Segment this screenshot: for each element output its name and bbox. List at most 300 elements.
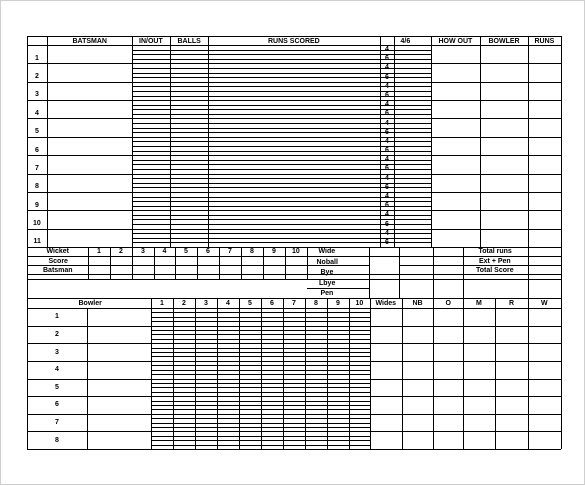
runs-cell[interactable] [528, 82, 561, 100]
balls-cell[interactable] [170, 229, 208, 247]
balls-cell[interactable] [170, 174, 208, 192]
bowler-number: 3 [55, 348, 59, 356]
over-cell[interactable] [261, 431, 283, 449]
runs-scored-cell[interactable] [208, 155, 380, 173]
bowling-stat-cell[interactable] [495, 308, 528, 326]
bowling-stat-cell[interactable] [402, 308, 433, 326]
bowler-name-cell[interactable] [87, 361, 151, 379]
how-out-cell[interactable] [431, 118, 480, 136]
over-cell[interactable] [151, 308, 173, 326]
fow-batsman-cell[interactable] [263, 265, 285, 279]
in-out-cell[interactable] [132, 45, 170, 63]
over-cell[interactable] [327, 396, 349, 414]
fow-batsman-cell[interactable] [219, 265, 241, 279]
bowling-stat-cell[interactable] [402, 431, 433, 449]
over-number: 5 [248, 300, 252, 307]
bowler-cell[interactable] [480, 82, 528, 100]
over-cell[interactable] [217, 396, 239, 414]
four-label: 4 [385, 137, 389, 145]
bowler-cell[interactable] [480, 137, 528, 155]
over-cell[interactable] [151, 379, 173, 397]
over-cell[interactable] [305, 431, 327, 449]
batsman-name-cell[interactable] [47, 192, 132, 210]
bowler-number: 8 [55, 436, 59, 444]
balls-cell[interactable] [170, 100, 208, 118]
bowling-stat-cell[interactable] [402, 379, 433, 397]
fow-score-cell[interactable] [241, 256, 263, 265]
runs-scored-cell[interactable] [208, 45, 380, 63]
six-label: 6 [385, 220, 389, 228]
in-out-cell[interactable] [132, 210, 170, 228]
over-cell[interactable] [327, 361, 349, 379]
bowling-stat-cell[interactable] [495, 379, 528, 397]
runs-scored-cell[interactable] [208, 174, 380, 192]
over-number: 4 [226, 300, 230, 307]
fow-score-cell[interactable] [285, 256, 307, 265]
bowling-stat-header: M [476, 300, 482, 307]
bowler-name-cell[interactable] [87, 414, 151, 432]
over-cell[interactable] [239, 379, 261, 397]
how-out-cell[interactable] [431, 82, 480, 100]
batsman-name-cell[interactable] [47, 45, 132, 63]
over-cell[interactable] [217, 326, 239, 344]
runs-cell[interactable] [528, 192, 561, 210]
batsman-number: 3 [35, 91, 39, 99]
over-cell[interactable] [349, 361, 371, 379]
wicket-number: 10 [292, 248, 300, 256]
extras-value-cell[interactable] [369, 268, 399, 278]
over-number: 3 [204, 300, 208, 307]
runs-cell[interactable] [528, 210, 561, 228]
fow-score-cell[interactable] [175, 256, 197, 265]
bowling-stat-cell[interactable] [370, 361, 402, 379]
over-cell[interactable] [239, 326, 261, 344]
batsman-name-cell[interactable] [47, 137, 132, 155]
wicket-number: 3 [141, 248, 145, 256]
over-cell[interactable] [261, 343, 283, 361]
over-cell[interactable] [349, 396, 371, 414]
runs-cell[interactable] [528, 63, 561, 81]
four-six-header: 4/6 [400, 37, 411, 45]
wicket-number: 7 [228, 248, 232, 256]
fow-batsman-cell[interactable] [285, 265, 307, 279]
totals-value-cell[interactable] [528, 247, 561, 256]
runs-scored-cell[interactable] [208, 137, 380, 155]
bowling-stat-cell[interactable] [463, 431, 495, 449]
over-cell[interactable] [327, 308, 349, 326]
bowling-stat-cell[interactable] [433, 326, 463, 344]
balls-cell[interactable] [170, 45, 208, 63]
over-cell[interactable] [327, 343, 349, 361]
over-cell[interactable] [173, 361, 195, 379]
runs-scored-cell[interactable] [208, 100, 380, 118]
in-out-cell[interactable] [132, 155, 170, 173]
over-cell[interactable] [195, 379, 217, 397]
six-label: 6 [385, 128, 389, 136]
runs-cell[interactable] [528, 137, 561, 155]
how-out-cell[interactable] [431, 174, 480, 192]
six-label: 6 [385, 55, 389, 63]
over-cell[interactable] [283, 396, 305, 414]
over-cell[interactable] [195, 361, 217, 379]
fow-score-cell[interactable] [154, 256, 175, 265]
bowler-cell[interactable] [480, 100, 528, 118]
bowling-stat-cell[interactable] [463, 396, 495, 414]
over-number: 9 [336, 300, 340, 307]
fow-score-cell[interactable] [88, 256, 110, 265]
balls-cell[interactable] [170, 210, 208, 228]
bowling-stat-cell[interactable] [495, 431, 528, 449]
bowling-stat-cell[interactable] [402, 343, 433, 361]
bowling-stat-cell[interactable] [433, 379, 463, 397]
bowling-stat-cell[interactable] [433, 308, 463, 326]
bowling-stat-cell[interactable] [402, 396, 433, 414]
over-cell[interactable] [349, 379, 371, 397]
bowler-name-cell[interactable] [87, 431, 151, 449]
runs-scored-cell[interactable] [208, 210, 380, 228]
totals-label: Ext + Pen [479, 257, 511, 265]
how-out-cell[interactable] [431, 192, 480, 210]
how-out-cell[interactable] [431, 155, 480, 173]
batsman-number: 2 [35, 73, 39, 81]
fow-batsman-cell[interactable] [241, 265, 263, 279]
over-cell[interactable] [283, 343, 305, 361]
bowling-stat-cell[interactable] [433, 414, 463, 432]
fow-batsman-cell[interactable] [132, 265, 154, 279]
fow-row-label: Score [48, 257, 68, 265]
fow-score-cell[interactable] [110, 256, 132, 265]
bowler-number: 4 [55, 366, 59, 374]
over-cell[interactable] [283, 308, 305, 326]
over-cell[interactable] [195, 396, 217, 414]
bowler-cell[interactable] [480, 45, 528, 63]
in-out-cell[interactable] [132, 100, 170, 118]
over-cell[interactable] [327, 326, 349, 344]
how-out-cell[interactable] [431, 63, 480, 81]
over-cell[interactable] [305, 414, 327, 432]
over-cell[interactable] [217, 361, 239, 379]
bowling-stat-cell[interactable] [528, 414, 561, 432]
over-cell[interactable] [349, 326, 371, 344]
fow-row-label: Batsman [43, 267, 73, 274]
bowling-stat-cell[interactable] [463, 361, 495, 379]
runs-cell[interactable] [528, 100, 561, 118]
runs-scored-header: RUNS SCORED [268, 37, 320, 45]
over-cell[interactable] [239, 308, 261, 326]
bowler-cell[interactable] [480, 155, 528, 173]
over-cell[interactable] [305, 326, 327, 344]
over-cell[interactable] [239, 396, 261, 414]
over-cell[interactable] [349, 343, 371, 361]
fow-score-cell[interactable] [219, 256, 241, 265]
over-cell[interactable] [195, 414, 217, 432]
bowling-stat-cell[interactable] [402, 361, 433, 379]
batsman-number: 11 [33, 238, 41, 246]
balls-cell[interactable] [170, 118, 208, 136]
over-cell[interactable] [217, 414, 239, 432]
wicket-number: 9 [272, 248, 276, 256]
batsman-name-cell[interactable] [47, 174, 132, 192]
over-cell[interactable] [217, 343, 239, 361]
six-label: 6 [385, 110, 389, 118]
bowling-stat-cell[interactable] [370, 431, 402, 449]
over-cell[interactable] [283, 431, 305, 449]
in-out-cell[interactable] [132, 174, 170, 192]
bowler-name-cell[interactable] [87, 379, 151, 397]
in-out-cell[interactable] [132, 63, 170, 81]
runs-cell[interactable] [528, 174, 561, 192]
balls-cell[interactable] [170, 82, 208, 100]
bowling-stat-cell[interactable] [370, 308, 402, 326]
bowling-stat-cell[interactable] [370, 343, 402, 361]
bowling-stat-cell[interactable] [463, 379, 495, 397]
how-out-cell[interactable] [431, 45, 480, 63]
in-out-cell[interactable] [132, 192, 170, 210]
over-cell[interactable] [151, 414, 173, 432]
bowling-stat-cell[interactable] [528, 431, 561, 449]
in-out-cell[interactable] [132, 137, 170, 155]
six-label: 6 [385, 202, 389, 210]
fow-batsman-cell[interactable] [88, 265, 110, 279]
fow-batsman-cell[interactable] [197, 265, 219, 279]
batsman-number: 4 [35, 109, 39, 117]
balls-cell[interactable] [170, 155, 208, 173]
batsman-name-cell[interactable] [47, 82, 132, 100]
in-out-cell[interactable] [132, 229, 170, 247]
bowler-header: BOWLER [488, 37, 520, 45]
extras-value-cell[interactable] [369, 257, 399, 267]
six-label: 6 [385, 92, 389, 99]
how-out-cell[interactable] [431, 100, 480, 118]
over-cell[interactable] [173, 326, 195, 344]
over-cell[interactable] [239, 343, 261, 361]
bowling-stat-cell[interactable] [463, 308, 495, 326]
over-cell[interactable] [261, 379, 283, 397]
bowling-stat-cell[interactable] [528, 308, 561, 326]
balls-cell[interactable] [170, 63, 208, 81]
bowler-name-cell[interactable] [87, 326, 151, 344]
in-out-cell[interactable] [132, 82, 170, 100]
over-cell[interactable] [217, 308, 239, 326]
totals-value-cell[interactable] [528, 266, 561, 275]
over-cell[interactable] [151, 431, 173, 449]
over-cell[interactable] [305, 308, 327, 326]
in-out-cell[interactable] [132, 118, 170, 136]
runs-cell[interactable] [528, 229, 561, 247]
bowler-header: Bowler [78, 300, 102, 307]
over-cell[interactable] [173, 396, 195, 414]
four-label: 4 [385, 174, 389, 182]
bowler-cell[interactable] [480, 118, 528, 136]
runs-scored-cell[interactable] [208, 229, 380, 247]
bowler-cell[interactable] [480, 210, 528, 228]
over-cell[interactable] [151, 396, 173, 414]
runs-scored-cell[interactable] [208, 118, 380, 136]
bowler-name-cell[interactable] [87, 343, 151, 361]
bowling-stat-cell[interactable] [495, 326, 528, 344]
how-out-header: HOW OUT [438, 37, 473, 45]
bowling-stat-cell[interactable] [495, 343, 528, 361]
over-cell[interactable] [305, 361, 327, 379]
extras-label: Noball [316, 258, 338, 266]
over-cell[interactable] [151, 343, 173, 361]
over-cell[interactable] [173, 343, 195, 361]
runs-cell[interactable] [528, 45, 561, 63]
fow-batsman-cell[interactable] [110, 265, 132, 279]
bowling-stat-header: O [445, 300, 451, 307]
over-cell[interactable] [195, 431, 217, 449]
batsman-name-cell[interactable] [47, 118, 132, 136]
over-cell[interactable] [349, 308, 371, 326]
over-cell[interactable] [239, 414, 261, 432]
bowling-stat-cell[interactable] [402, 326, 433, 344]
bowler-number: 7 [55, 419, 59, 427]
bowling-stat-cell[interactable] [463, 343, 495, 361]
four-label: 4 [385, 211, 389, 219]
runs-scored-cell[interactable] [208, 63, 380, 81]
over-cell[interactable] [239, 361, 261, 379]
bowling-stat-cell[interactable] [370, 326, 402, 344]
bowling-stat-cell[interactable] [528, 326, 561, 344]
over-number: 8 [314, 300, 318, 307]
over-cell[interactable] [195, 308, 217, 326]
totals-label: Total runs [478, 248, 512, 256]
over-cell[interactable] [327, 414, 349, 432]
bowler-name-cell[interactable] [87, 308, 151, 326]
runs-cell[interactable] [528, 155, 561, 173]
over-cell[interactable] [327, 431, 349, 449]
over-cell[interactable] [261, 396, 283, 414]
bowling-stat-cell[interactable] [495, 361, 528, 379]
over-cell[interactable] [283, 326, 305, 344]
over-cell[interactable] [305, 379, 327, 397]
bowler-cell[interactable] [480, 63, 528, 81]
over-cell[interactable] [261, 308, 283, 326]
totals-value-cell[interactable] [528, 257, 561, 266]
bowling-stat-cell[interactable] [370, 414, 402, 432]
extras-label: Wide [318, 248, 336, 256]
over-cell[interactable] [217, 431, 239, 449]
four-label: 4 [385, 82, 389, 90]
bowling-stat-cell[interactable] [495, 396, 528, 414]
runs-header: RUNS [534, 37, 555, 45]
over-cell[interactable] [261, 326, 283, 344]
over-cell[interactable] [173, 414, 195, 432]
over-cell[interactable] [349, 431, 371, 449]
over-cell[interactable] [173, 431, 195, 449]
extras-label: Pen [320, 289, 334, 297]
balls-header: BALLS [177, 37, 201, 45]
four-label: 4 [385, 64, 389, 72]
over-cell[interactable] [195, 326, 217, 344]
extras-value-cell[interactable] [369, 289, 399, 299]
batsman-name-cell[interactable] [47, 210, 132, 228]
fow-batsman-cell[interactable] [175, 265, 197, 279]
bowling-stat-cell[interactable] [370, 379, 402, 397]
wicket-number: 4 [162, 248, 167, 256]
batsman-number: 8 [35, 183, 39, 191]
balls-cell[interactable] [170, 192, 208, 210]
totals-label: Total Score [476, 267, 514, 275]
runs-scored-cell[interactable] [208, 82, 380, 100]
six-label: 6 [385, 73, 389, 81]
over-cell[interactable] [195, 343, 217, 361]
bowling-stat-cell[interactable] [528, 396, 561, 414]
over-cell[interactable] [283, 361, 305, 379]
batsman-name-cell[interactable] [47, 155, 132, 173]
bowling-stat-cell[interactable] [433, 361, 463, 379]
over-cell[interactable] [305, 396, 327, 414]
wicket-number: 8 [250, 248, 254, 256]
how-out-cell[interactable] [431, 137, 480, 155]
extras-value-cell[interactable] [369, 247, 399, 257]
bowling-stat-header: W [541, 300, 548, 307]
bowling-stat-cell[interactable] [528, 379, 561, 397]
over-cell[interactable] [261, 361, 283, 379]
bowling-stat-cell[interactable] [463, 414, 495, 432]
bowler-name-cell[interactable] [87, 396, 151, 414]
batsman-name-cell[interactable] [47, 100, 132, 118]
over-cell[interactable] [349, 414, 371, 432]
bowling-stat-cell[interactable] [495, 414, 528, 432]
batsman-name-cell[interactable] [47, 63, 132, 81]
bowling-stat-cell[interactable] [463, 326, 495, 344]
over-cell[interactable] [283, 414, 305, 432]
batsman-header: BATSMAN [72, 37, 107, 45]
balls-cell[interactable] [170, 137, 208, 155]
bowler-cell[interactable] [480, 174, 528, 192]
bowling-stat-cell[interactable] [433, 396, 463, 414]
over-cell[interactable] [151, 361, 173, 379]
fow-batsman-cell[interactable] [154, 265, 175, 279]
extras-value-cell[interactable] [369, 278, 399, 288]
four-label: 4 [385, 46, 389, 54]
over-cell[interactable] [283, 379, 305, 397]
wicket-number: 2 [119, 248, 123, 256]
bowling-stat-cell[interactable] [370, 396, 402, 414]
how-out-cell[interactable] [431, 229, 480, 247]
bowler-cell[interactable] [480, 229, 528, 247]
over-cell[interactable] [327, 379, 349, 397]
over-number: 2 [182, 300, 186, 307]
over-cell[interactable] [305, 343, 327, 361]
over-cell[interactable] [261, 414, 283, 432]
bowling-stat-cell[interactable] [528, 343, 561, 361]
over-number: 10 [355, 300, 364, 307]
over-number: 1 [160, 300, 164, 307]
runs-cell[interactable] [528, 118, 561, 136]
batsman-number: 10 [33, 219, 41, 227]
over-cell[interactable] [239, 431, 261, 449]
over-cell[interactable] [173, 379, 195, 397]
fow-score-cell[interactable] [263, 256, 285, 265]
fow-score-cell[interactable] [197, 256, 219, 265]
over-cell[interactable] [151, 326, 173, 344]
batsman-name-cell[interactable] [47, 229, 132, 247]
how-out-cell[interactable] [431, 210, 480, 228]
over-cell[interactable] [217, 379, 239, 397]
fow-score-cell[interactable] [132, 256, 154, 265]
runs-scored-cell[interactable] [208, 192, 380, 210]
bowling-stat-cell[interactable] [433, 343, 463, 361]
bowler-cell[interactable] [480, 192, 528, 210]
bowling-stat-cell[interactable] [433, 431, 463, 449]
four-label: 4 [385, 229, 389, 237]
bowling-stat-cell[interactable] [402, 414, 433, 432]
over-cell[interactable] [173, 308, 195, 326]
bowling-stat-cell[interactable] [528, 361, 561, 379]
wicket-number: 6 [206, 248, 210, 256]
